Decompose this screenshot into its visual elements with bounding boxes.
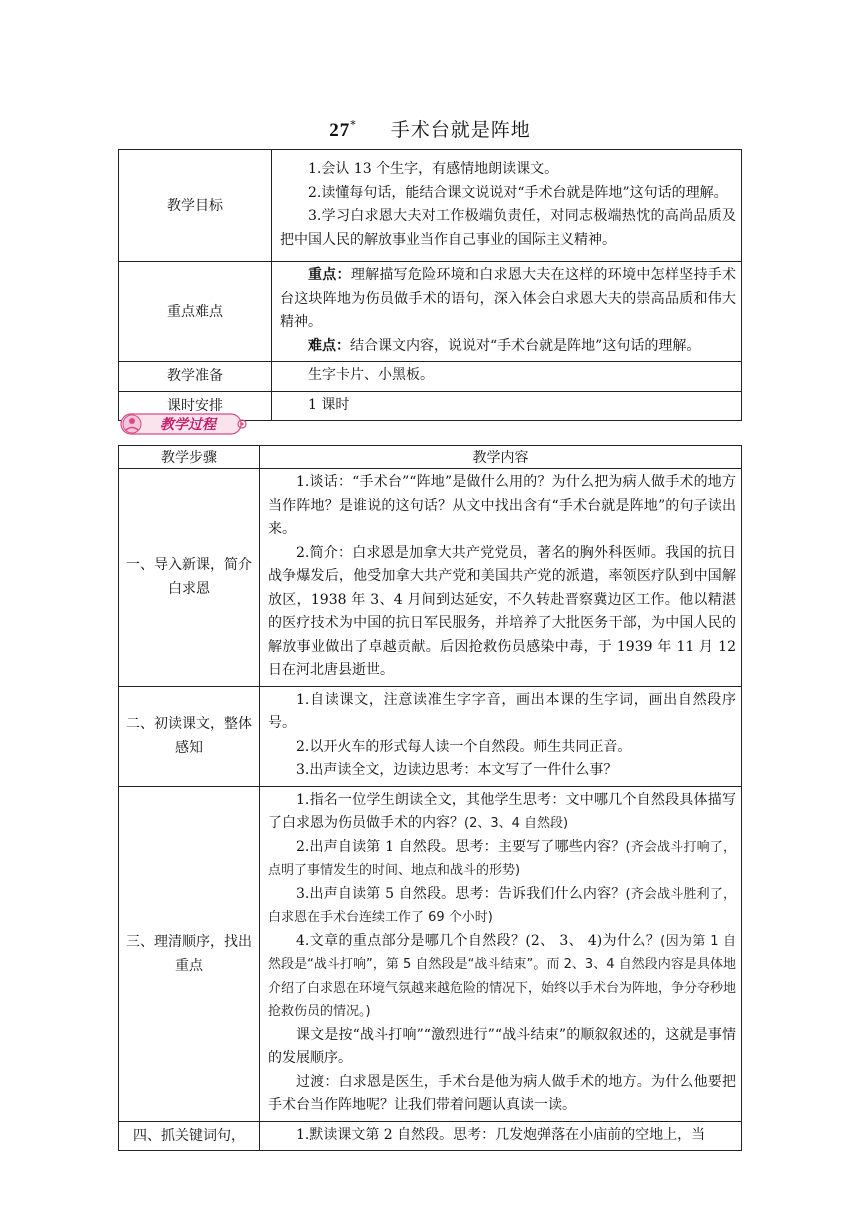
goals-table <box>118 149 742 421</box>
goals-label: 教学目标 <box>119 150 272 262</box>
step-para: 2.出声自读第 1 自然段。思考：主要写了哪些内容？(齐会战斗打响了，点明了事情发生的时间、地点和战斗的形势) <box>268 838 736 878</box>
step-para: 1.指名一位学生朗读全文，其他学生思考：文中哪几个自然段具体描写了白求恩为伤员做手术的内容？(2、3、4 自然段) <box>268 791 736 831</box>
step-para: 过渡：白求恩是医生，手术台是他为病人做手术的地方。为什么他要把手术台当作阵地呢？让我们带着问题认真读一读。 <box>268 1073 736 1113</box>
step-para: 1.谈话：“手术台”“阵地”是做什么用的？为什么把为病人做手术的地方当作阵地？是谁说的这句话？从文中找出含有“手术台就是阵地”的句子读出来。 <box>268 474 736 537</box>
header-steps: 教学步骤 <box>119 446 260 469</box>
lesson-title <box>0 115 860 142</box>
key-point: 重点：理解描写危险环境和白求恩大夫在这样的环境中怎样坚持手术台这块阵地为伤员做手术的语句，深入体会白求恩大夫的崇高品质和伟大精神。 <box>280 267 736 330</box>
process-table <box>118 445 742 1151</box>
step-label: 一、导入新课，简介白求恩 <box>119 469 260 687</box>
lesson-mark: * <box>350 118 357 132</box>
header-content: 教学内容 <box>260 446 742 469</box>
difficulty-point: 难点：结合课文内容，说说对“手术台就是阵地”这句话的理解。 <box>308 337 701 354</box>
badge-text: 教学过程 <box>160 417 216 433</box>
teaching-process-badge <box>120 410 252 438</box>
schedule-content: 1 课时 <box>308 396 350 413</box>
goal-item: 2.读懂每句话，能结合课文说说对“手术台就是阵地”这句话的理解。 <box>308 184 728 201</box>
step-para: 3.出声读全文，边读边思考：本文写了一件什么事？ <box>296 762 618 778</box>
prep-content: 生字卡片、小黑板。 <box>308 367 434 383</box>
key-diff-content <box>272 262 742 362</box>
key-diff-label: 重点难点 <box>119 262 272 362</box>
step-para: 2.以开火车的形式每人读一个自然段。师生共同正音。 <box>296 738 632 755</box>
step-label: 二、初读课文，整体感知 <box>119 686 260 786</box>
goal-item: 3.学习白求恩大夫对工作极端负责任，对同志极端热忱的高尚品质及把中国人民的解放事业当作自己事业的国际主义精神。 <box>280 208 736 248</box>
step-label: 三、理清顺序，找出重点 <box>119 786 260 1121</box>
step-label: 四、抓关键词句， <box>119 1121 260 1151</box>
step-para: 2.简介：白求恩是加拿大共产党党员，著名的胸外科医师。我国的抗日战争爆发后，他受加拿大共产党和美国共产党的派遣，率领医疗队到中国解放区，1938 年 3、4 月间到达延安，不久转赴晋察冀边区工作。他以精湛的医疗技术为中国的抗日军民服务，并培养了大批医务干部，为中国人民的解放事业做出了卓越贡献。后因抢救伤员感染中毒，于 1939 年 11 月 12 日在河北唐县逝世。 <box>268 544 736 678</box>
step-para: 1.自读课文，注意读准生字字音，画出本课的生字词，画出自然段序号。 <box>268 691 736 731</box>
goal-item: 1.会认 13 个生字，有感情地朗读课文。 <box>308 161 559 177</box>
step-para: 3.出声自读第 5 自然段。思考：告诉我们什么内容？(齐会战斗胜利了，白求恩在手术台连续工作了 69 个小时) <box>268 885 736 925</box>
goals-content <box>272 150 742 262</box>
step-para: 4.文章的重点部分是哪几个自然段？(2、 3、 4)为什么？(因为第 1 自然段是“战斗打响”，第 5 自然段是“战斗结束”。而 2、3、4 自然段内容是具体地介绍了白求恩在环境气氛越来越危险的情况下，始终以手术台为阵地，争分夺秒地抢救伤员的情况。) <box>268 932 737 1019</box>
step-para: 1.默读课文第 2 自然段。思考：几发炮弹落在小庙前的空地上，当 <box>296 1126 706 1143</box>
step-para: 课文是按“战斗打响”“激烈进行”“战斗结束”的顺叙叙述的，这就是事情的发展顺序。 <box>268 1026 736 1066</box>
schedule-label: 课时安排 <box>119 391 272 421</box>
lesson-number: 27 <box>329 120 351 141</box>
prep-label: 教学准备 <box>119 362 272 392</box>
lesson-title-text: 手术台就是阵地 <box>390 119 531 141</box>
